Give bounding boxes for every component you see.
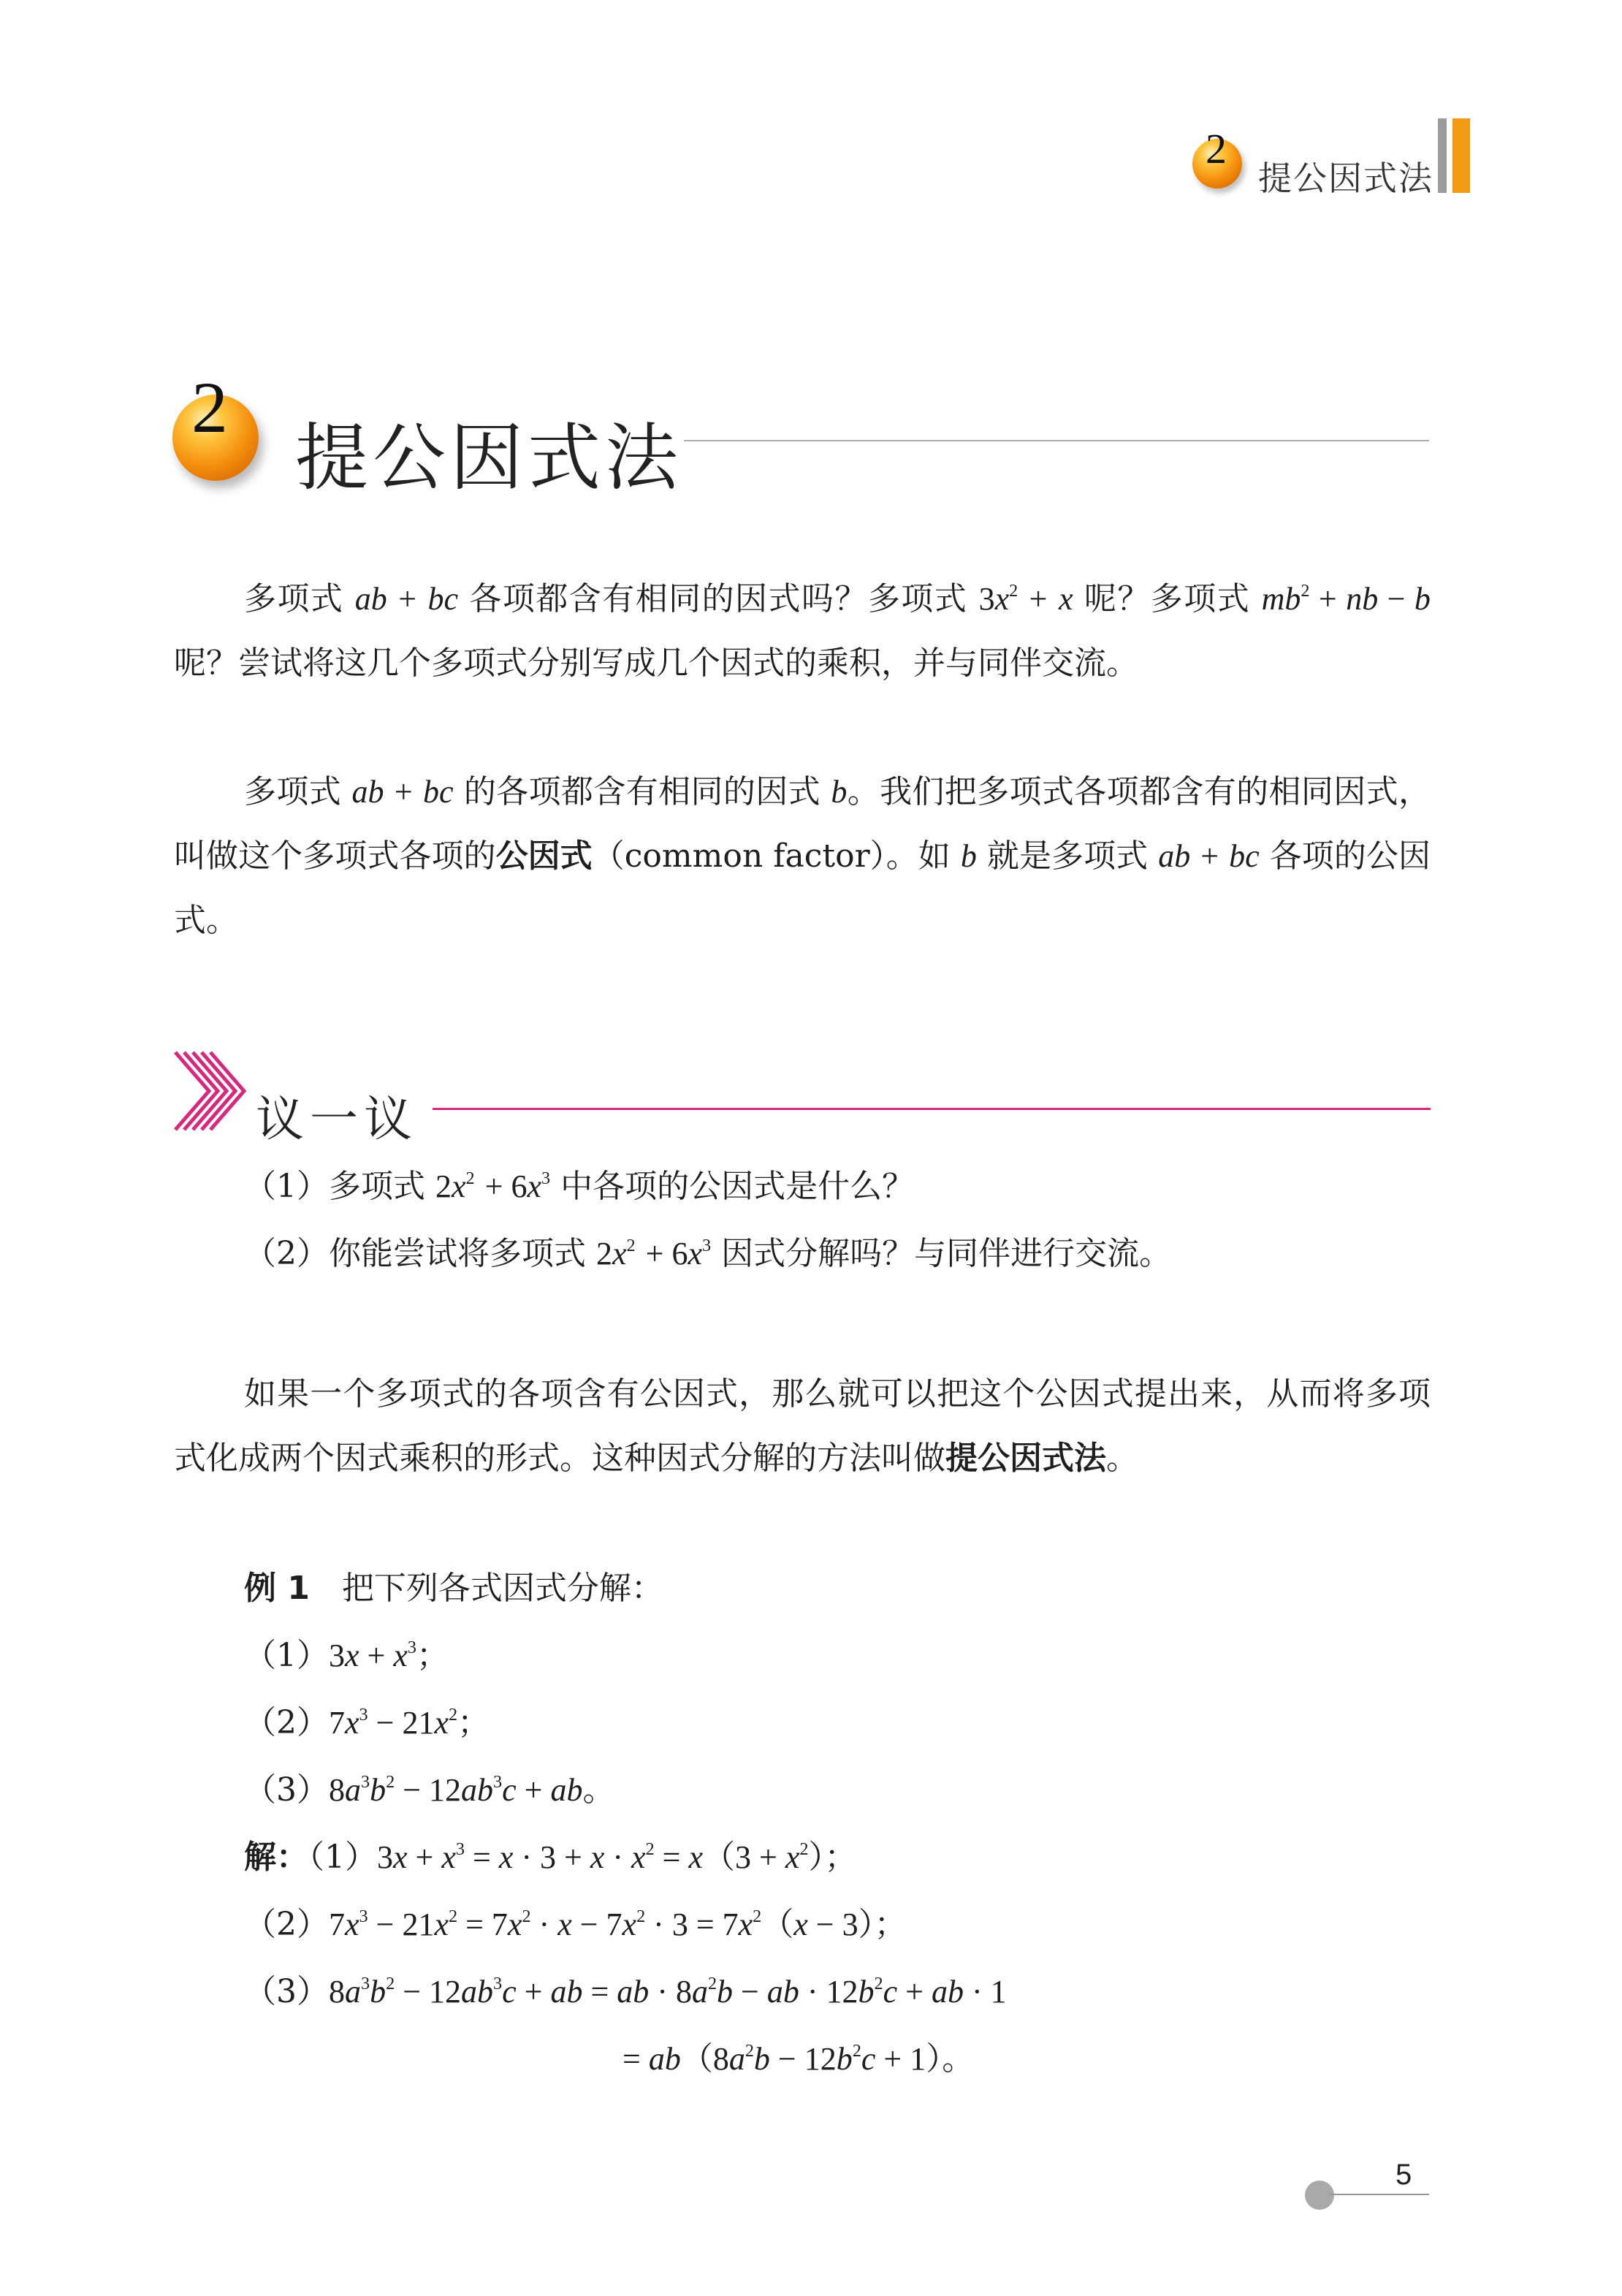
page-number-dot-icon xyxy=(1305,2181,1334,2210)
example-heading: 例 1 把下列各式因式分解： xyxy=(244,1570,663,1607)
header-chapter-number: 2 xyxy=(1206,125,1227,172)
header-gray-bar xyxy=(1438,118,1447,193)
solution-line-1: 解：$(1)3x + x^3 = x \cdot 3 + x \cdot x^2 = x(3 + x^2)$； xyxy=(244,1839,857,1876)
intro-paragraph-2: 多项式 ab + bc 的各项都含有相同的因式 b。我们把多项式各项都含有的相同因式，叫做这个多项式各项的公因式（common factor）。如 b 就是多项式 ab + bc 各项的公因式。 xyxy=(174,773,1431,939)
definition-paragraph: 如果一个多项式的各项含有公因式，那么就可以把这个公因式提出来，从而将多项式化成两个因式乘积的形式。这种因式分解的方法叫做提公因式法。 xyxy=(174,1375,1431,1477)
discuss-rule xyxy=(433,1108,1431,1110)
term-common-factor: 公因式 xyxy=(495,837,593,875)
solution-line-3: $(3)8a^3b^2 - 12ab^3c$ + ab = ab · $8a^2b$ − ab · $12b^2c$ + ab · 1 xyxy=(244,1973,1007,2010)
example-item-2: $(2)7x^3 - 21x^2$； xyxy=(244,1704,490,1741)
header-section-title: 提公因式法 xyxy=(1258,159,1433,198)
discuss-question-2: （2）你能尝试将多项式 $2x^2 + 6x^3$ 因式分解吗？与同伴进行交流。 xyxy=(244,1235,1172,1272)
discuss-chevron-icon xyxy=(171,1049,251,1133)
solution-line-2: $(2)7x^3 - 21x^2 = 7x^2 \cdot x - 7x^2 \cdot 3 = 7x^2(x - 3)$； xyxy=(244,1906,907,1943)
header-orange-bar xyxy=(1452,118,1470,193)
section-number: 2 xyxy=(191,367,228,448)
section-title: 提公因式法 xyxy=(295,415,682,501)
discuss-question-1: （1）多项式 $2x^2 + 6x^3$ 中各项的公因式是什么？ xyxy=(244,1168,915,1205)
discuss-title: 议一议 xyxy=(256,1091,418,1147)
example-item-3: $(3)8a^3b^2 - 12ab^3c$ + ab。 xyxy=(244,1771,615,1809)
solution-line-4: = $ab(8a^2b - 12b^2c + 1)$。 xyxy=(622,2040,975,2078)
section-title-rule xyxy=(684,440,1429,441)
intro-paragraph-1: 多项式 ab + bc 各项都含有相同的因式吗？多项式 $3x^2 + x$ 呢？多项式 $mb^2$ + nb − b 呢？尝试将这几个多项式分别写成几个因式的乘积，并与同伴交流。 xyxy=(174,580,1431,682)
example-item-1: $(1)3x + x^3$； xyxy=(244,1637,449,1674)
page-number-rule xyxy=(1330,2194,1429,2195)
page-number: 5 xyxy=(1396,2159,1412,2191)
term-factor-extraction: 提公因式法 xyxy=(945,1440,1106,1477)
